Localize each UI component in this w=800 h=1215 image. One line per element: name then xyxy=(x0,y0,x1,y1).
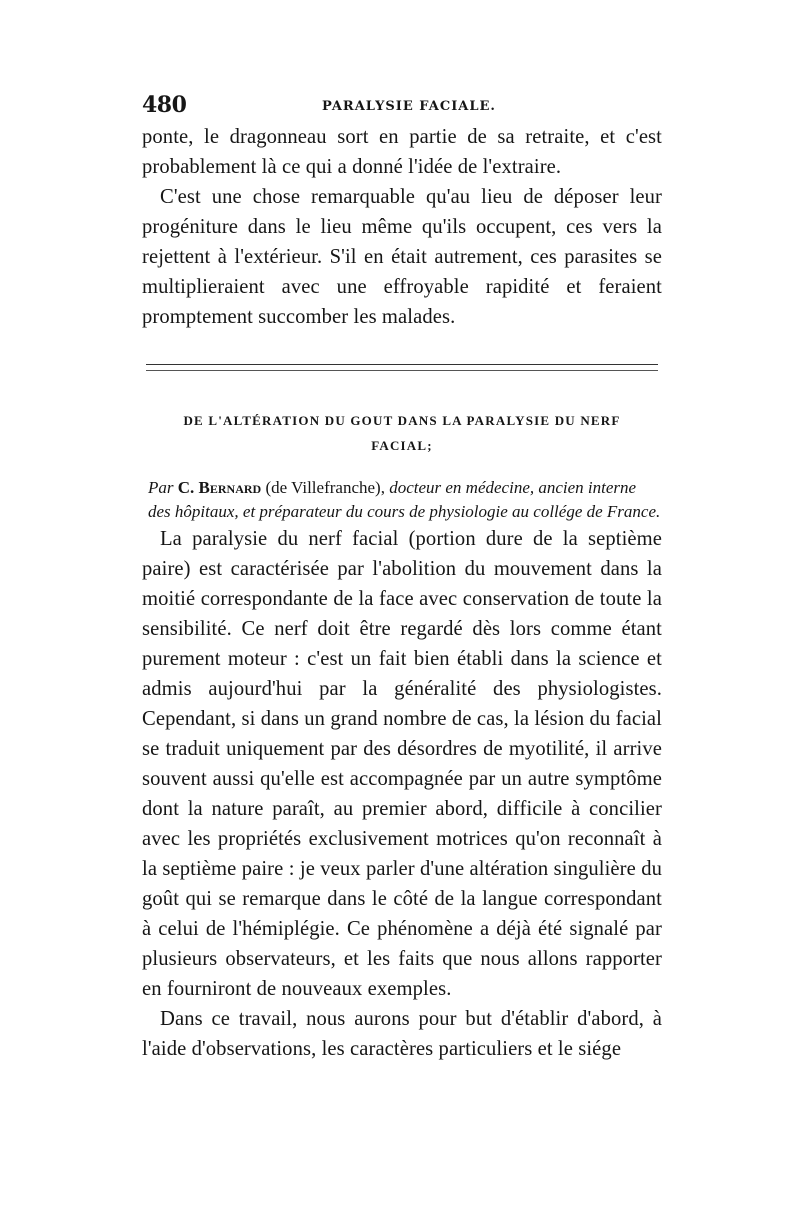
article-paragraph-2: Dans ce travail, nous aurons pour but d'établir d'abord, à l'aide d'observations, les caractères particuliers et le siége xyxy=(142,1008,662,1060)
running-head xyxy=(142,92,662,122)
byline xyxy=(142,476,662,524)
article-title-line-2: FACIAL; xyxy=(371,438,433,453)
section-divider xyxy=(146,364,658,371)
byline-place: (de Villefranche), xyxy=(265,478,385,497)
byline-by: Par xyxy=(148,478,174,497)
previous-text-paragraph-2: C'est une chose remarquable qu'au lieu de déposer leur progéniture dans le lieu même qu'ils occupent, ces vers la rejettent à l'extérieur. S'il en était autrement, ces parasites se multiplieraient avec une effroyable rapidité et feraient promptement succomber les malades. xyxy=(142,186,662,328)
running-title: PARALYSIE FACIALE. xyxy=(322,99,496,114)
page-number: 480 xyxy=(142,92,187,118)
article-paragraph-1: La paralysie du nerf facial (portion dure de la septième paire) est caractérisée par l'abolition du mouvement dans la moitié correspondante de la face avec conservation de toute la sensibilité. Ce nerf doit être regardé dès lors comme étant purement moteur : c'est un fait bien établi dans la science et admis aujourd'hui par la généralité des physiologistes. Cependant, si dans un grand nombre de cas, la lésion du facial se traduit uniquement par des désordres de myotilité, il arrive souvent aussi qu'elle est accompagnée par un autre symptôme dont la nature paraît, au premier abord, difficile à concilier avec les propriétés exclusivement motrices qu'on reconnaît à la septième paire : je veux parler d'une altération singulière du goût qui se remarque dans le côté de la langue correspondant à celui de l'hémiplégie. Ce phénomène a déjà été signalé par plusieurs observateurs, et les faits que nous allons rapporter en fourniront de nouveaux exemples. xyxy=(142,528,662,1000)
byline-role: docteur en médecine, ancien interne des hôpitaux, et préparateur du cours de physiologie au collége de France. xyxy=(148,478,661,521)
byline-author: C. Bernard xyxy=(177,478,262,497)
article-title-line-1: DE L'ALTÉRATION DU GOUT DANS LA PARALYSIE DU NERF xyxy=(183,413,621,428)
article-title xyxy=(142,408,662,458)
book-page xyxy=(142,92,662,1064)
previous-text-paragraph-1: ponte, le dragonneau sort en partie de sa retraite, et c'est probablement là ce qui a donné l'idée de l'extraire. xyxy=(142,126,662,178)
